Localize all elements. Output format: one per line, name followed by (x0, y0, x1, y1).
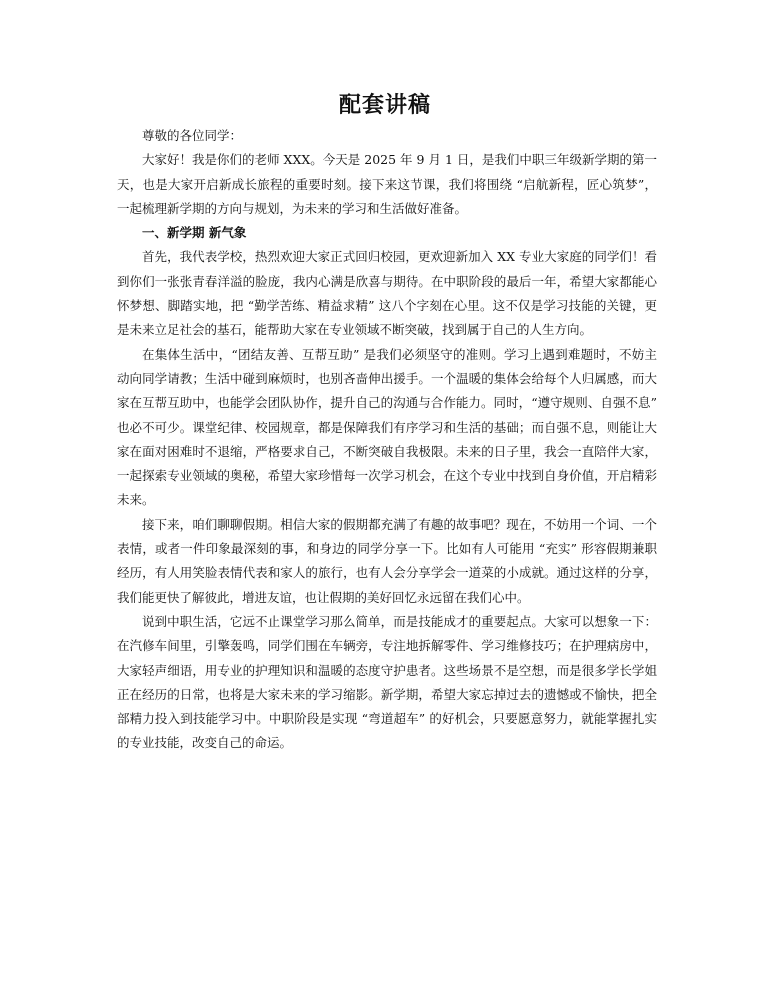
section-heading: 一、新学期 新气象 (142, 225, 247, 241)
paragraph-collective-life: 在集体生活中，“团结友善、互帮互助” 是我们必须坚守的准则。学习上遇到难题时，不妨主动向同学请教；生活中碰到麻烦时，也别吝啬伸出援手。一个温暖的集体会给每个人归属感，而大家在互帮互助中，也能学会团队协作，提升自己的沟通与合作能力。同时，“遵守规则、自强不息” 也必不可少。课堂纪律、校园规章，都是保障我们有序学习和生活的基础；而自强不息，则能让大家在面对困难时不退缩，严格要求自己，不断突破自我极限。未来的日子里，我会一直陪伴大家，一起探索专业领域的奥秘，希望大家珍惜每一次学习机会，在这个专业中找到自身价值，开启精彩未来。 (117, 346, 657, 508)
salutation: 尊敬的各位同学： (142, 128, 243, 143)
paragraph-vocational-life: 说到中职生活，它远不止课堂学习那么简单，而是技能成才的重要起点。大家可以想象一下：在汽修车间里，引擎轰鸣，同学们围在车辆旁，专注地拆解零件、学习维修技巧；在护理病房中，大家轻声细语，用专业的护理知识和温暖的态度守护患者。这些场景不是空想，而是很多学长学姐正在经历的日常，也将是大家未来的学习缩影。新学期，希望大家忘掉过去的遗憾或不愉快，把全部精力投入到技能学习中。中职阶段是实现 “弯道超车” 的好机会，只要愿意努力，就能掌握扎实的专业技能，改变自己的命运。 (117, 613, 657, 751)
paragraph-intro: 大家好！我是你们的老师 XXX。今天是 2025 年 9 月 1 日，是我们中职三年级新学期的第一天，也是大家开启新成长旅程的重要时刻。接下来这节课，我们将围绕 “启航新程，匠心筑梦”，一起梳理新学期的方向与规划，为未来的学习和生活做好准备。 (117, 152, 657, 216)
document-body (117, 124, 657, 756)
paragraph-welcome: 首先，我代表学校，热烈欢迎大家正式回归校园，更欢迎新加入 XX 专业大家庭的同学们！看到你们一张张青春洋溢的脸庞，我内心满是欣喜与期待。在中职阶段的最后一年，希望大家都能心怀梦想、脚踏实地，把 “勤学苦练、精益求精” 这八个字刻在心里。这不仅是学习技能的关键，更是未来立足社会的基石，能帮助大家在专业领域不断突破，找到属于自己的人生方向。 (117, 249, 657, 338)
page-title: 配套讲稿 (338, 92, 431, 118)
paragraph-holiday: 接下来，咱们聊聊假期。相信大家的假期都充满了有趣的故事吧？现在，不妨用一个词、一个表情，或者一件印象最深刻的事，和身边的同学分享一下。比如有人可能用 “充实” 形容假期兼职经历，有人用笑脸表情代表和家人的旅行，也有人会分享学会一道菜的小成就。通过这样的分享，我们能更快了解彼此，增进友谊，也让假期的美好回忆永远留在我们心中。 (117, 516, 657, 605)
